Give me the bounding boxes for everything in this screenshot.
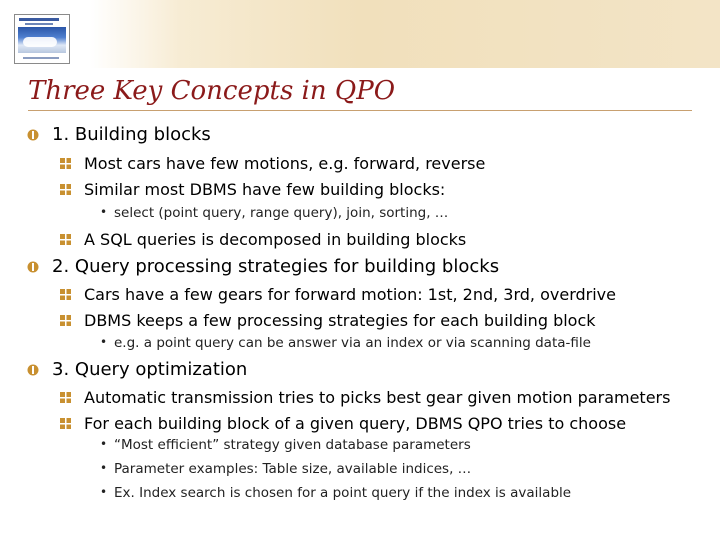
sub-bullet-icon — [60, 234, 71, 245]
section-heading: 2. Query processing strategies for building blocks — [52, 256, 500, 277]
sub-bullet-icon — [60, 184, 71, 195]
logo-footer-line — [23, 57, 59, 59]
sub-bullet-icon — [60, 418, 71, 429]
cloud-image — [23, 37, 57, 47]
sub-bullet-icon — [60, 289, 71, 300]
list-item: DBMS keeps a few processing strategies for each building block — [84, 311, 596, 330]
sub-bullet-icon — [60, 158, 71, 169]
sub-bullet-icon — [60, 315, 71, 326]
title-underline — [28, 110, 692, 111]
logo-title-line — [19, 18, 59, 21]
list-item: A SQL queries is decomposed in building blocks — [84, 230, 467, 249]
sub-list-item: Parameter examples: Table size, available indices, … — [114, 461, 472, 477]
section-heading: 3. Query optimization — [52, 359, 248, 380]
sub-list-item: e.g. a point query can be answer via an index or via scanning data-file — [114, 335, 591, 351]
sub-list-item: Ex. Index search is chosen for a point query if the index is available — [114, 485, 572, 501]
section-heading: 1. Building blocks — [52, 124, 211, 145]
logo-subtitle-line — [25, 23, 53, 25]
bullet-icon — [27, 364, 39, 376]
bullet-icon — [27, 261, 39, 273]
list-item: Cars have a few gears for forward motion: 1st, 2nd, 3rd, overdrive — [84, 285, 616, 304]
sub-list-item: “Most efficient” strategy given database parameters — [114, 437, 471, 453]
bullet-icon — [27, 129, 39, 141]
dot-bullet-icon: • — [100, 335, 108, 349]
dot-bullet-icon: • — [100, 437, 108, 451]
book-cover-logo — [14, 14, 70, 64]
list-item: For each building block of a given query, DBMS QPO tries to choose — [84, 414, 627, 433]
dot-bullet-icon: • — [100, 461, 108, 475]
dot-bullet-icon: • — [100, 205, 108, 219]
header-band — [0, 0, 720, 68]
slide-title: Three Key Concepts in QPO — [28, 76, 396, 106]
list-item: Similar most DBMS have few building blocks: — [84, 180, 446, 199]
list-item: Most cars have few motions, e.g. forward, reverse — [84, 154, 486, 173]
sub-bullet-icon — [60, 392, 71, 403]
sub-list-item: select (point query, range query), join, sorting, … — [114, 205, 449, 221]
dot-bullet-icon: • — [100, 485, 108, 499]
list-item: Automatic transmission tries to picks best gear given motion parameters — [84, 388, 671, 407]
